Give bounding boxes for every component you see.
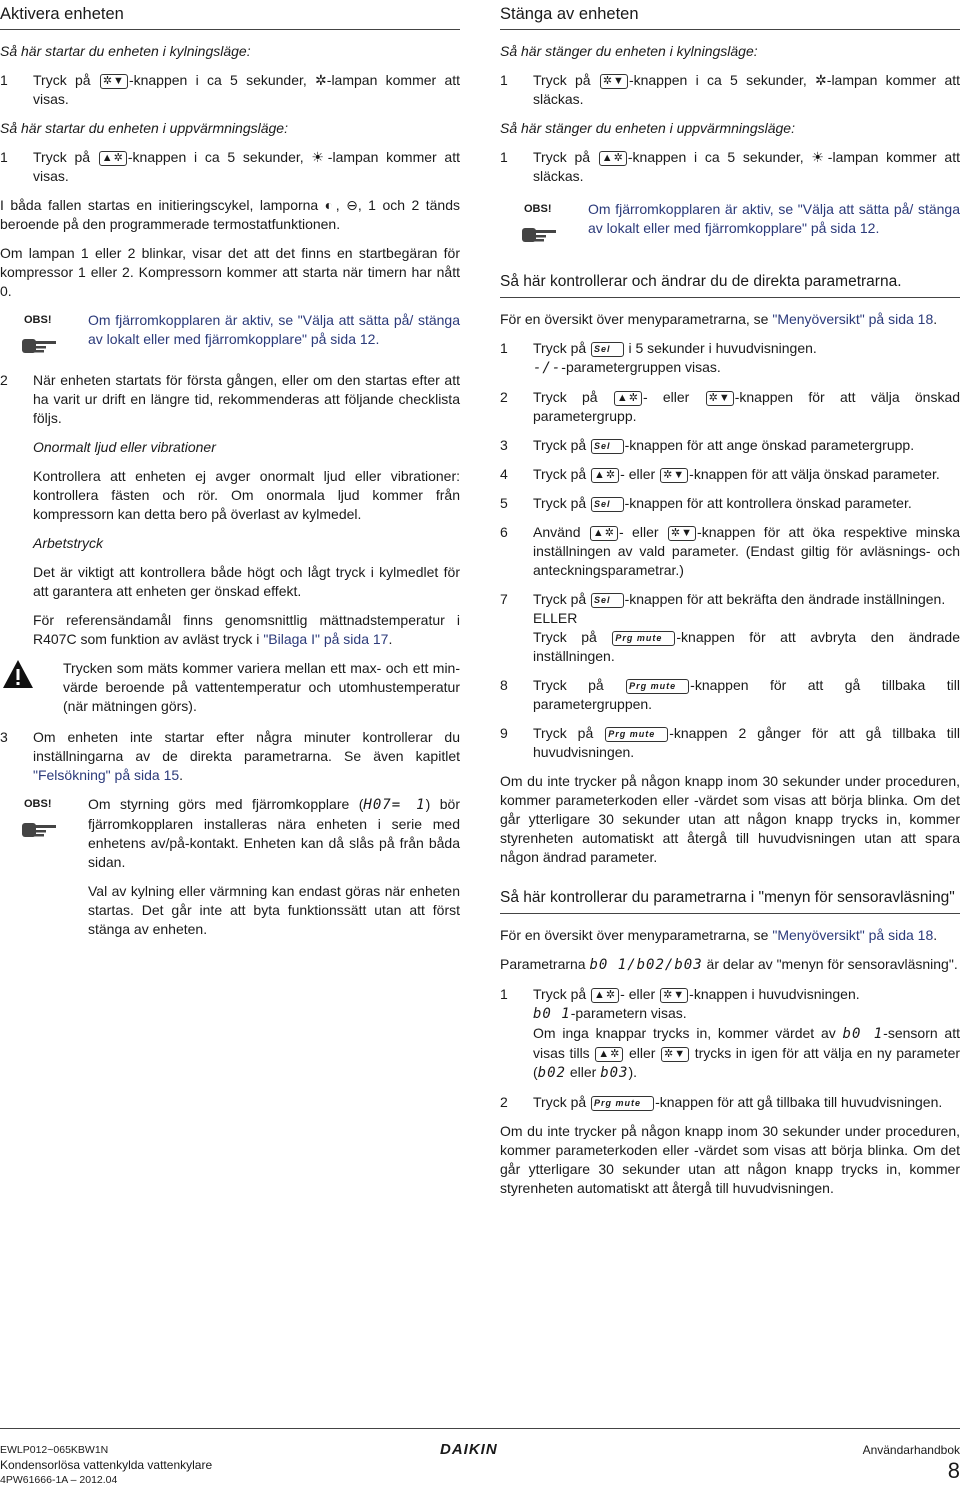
footer-model: EWLP012~065KBW1N bbox=[0, 1444, 109, 1456]
sensor-params: Parametrarna b0 1/b02/b03 är delar av "menyn för sensoravläsning". bbox=[500, 956, 958, 973]
daikin-logo: DAIKIN bbox=[440, 1441, 498, 1458]
direct-step-3: 3 Tryck på Sel -knappen för att ange önskad parametergrupp. bbox=[500, 437, 915, 453]
obs-text: Om fjärromkopplaren är aktiv, se "Välja att sätta på/ stänga av lokalt eller med fjärromkopplare" på sida 12. bbox=[88, 312, 460, 347]
sel-button-icon: Sel bbox=[591, 342, 624, 357]
footer-left bbox=[0, 1443, 212, 1488]
up-heat-button-icon: ▲✲ bbox=[599, 151, 627, 166]
menu-overview-link[interactable]: "Menyöversikt" på sida 18 bbox=[772, 311, 934, 327]
step-number: 1 bbox=[0, 72, 8, 88]
direct-step-2: 2 Tryck på ▲✲ - eller ✲▼ -knappen för att välja önskad parametergrupp. bbox=[500, 389, 960, 424]
obs-note-remote bbox=[500, 200, 960, 248]
down-button-icon: ✲▼ bbox=[660, 468, 688, 483]
direct-step-7: 7 Tryck på Sel -knappen för att bekräfta den ändrade inställningen. ELLER Tryck på Prg mute -knappen för att avbryta den ändrade inställningen. bbox=[500, 591, 960, 664]
obs-label: OBS! bbox=[524, 203, 552, 215]
footer-manual-name: Användarhandbok bbox=[862, 1443, 960, 1457]
direct-step-6: 6 Använd ▲✲ - eller ✲▼ -knappen för att öka respektive minska inställningen av vald parameter. (Endast giltig för avläsnings- och anteckningsparametrar.) bbox=[500, 524, 960, 578]
heat-start-step: 1 Tryck på ▲✲ -knappen i ca 5 sekunder, ☀-lampan kommer att visas. bbox=[0, 149, 460, 184]
sensor-step-2: 2 Tryck på Prg mute -knappen för att gå tillbaka till huvudvisningen. bbox=[500, 1094, 943, 1110]
left-column bbox=[0, 0, 460, 951]
up-button-icon: ▲✲ bbox=[590, 526, 618, 541]
down-button-icon: ✲▼ bbox=[668, 526, 696, 541]
direct-step-5: 5 Tryck på Sel -knappen för att kontrollera önskad parameter. bbox=[500, 495, 912, 511]
obs-label: OBS! bbox=[24, 314, 52, 326]
down-button-icon: ✲▼ bbox=[660, 988, 688, 1003]
prg-mute-button-icon: Prg mute bbox=[605, 727, 668, 742]
obs-note-remote-wiring: OBS! Om styrning görs med fjärromkopplare (H07= 1) bör fjärromkopplaren installeras nära enheten i serie med enhetens av/på-kontakt. Enheten kan då slås på från båda sidan. Val av kylning eller värmning kan endast göras när enheten startas. Det går inte att byta funktionssätt utan att först stänga av enheten. bbox=[0, 795, 460, 939]
obs-label: OBS! bbox=[24, 798, 52, 810]
direct-timeout-note: Om du inte trycker på någon knapp inom 30 sekunder under proceduren, kommer parameterkoden eller -värdet som visas att börja blinka. Om det går ytterligare 30 sekunder utan att någon knapp trycks in, kommer styrenheten automatiskt att återgå till huvudvisningen utan att spara någon ändrad parameter. bbox=[500, 773, 960, 865]
prg-mute-button-icon: Prg mute bbox=[626, 679, 689, 694]
cool-start-step: 1 Tryck på ✲▼ -knappen i ca 5 sekunder, ✲-lampan kommer att visas. bbox=[0, 72, 461, 107]
sel-button-icon: Sel bbox=[591, 497, 624, 512]
up-button-icon: ▲✲ bbox=[595, 1047, 623, 1062]
warning-icon bbox=[2, 659, 34, 694]
pointing-hand-icon bbox=[20, 817, 60, 844]
footer-doc-number: 4PW61666-1A – 2012.04 bbox=[0, 1474, 118, 1486]
down-button-icon: ✲▼ bbox=[706, 391, 734, 406]
right-column bbox=[500, 0, 960, 1208]
troubleshooting-link[interactable]: "Felsökning" på sida 15 bbox=[33, 767, 180, 783]
page-footer bbox=[0, 1428, 960, 1486]
init-cycle-paragraph: I båda fallen startas en initieringscykel, lamporna ◐, ⊖, 1 och 2 tänds beroende på den programmerade termostatfunktionen. bbox=[0, 197, 460, 232]
obs-text: Om fjärromkopplaren är aktiv, se "Välja att sätta på/ stänga av lokalt eller med fjärromkopplare" på sida 12. bbox=[588, 201, 960, 236]
step-number: 1 bbox=[0, 149, 8, 165]
param-group-code: -/- bbox=[533, 360, 562, 376]
up-button-icon: ▲✲ bbox=[591, 988, 619, 1003]
not-starting-step: 3 Om enheten inte startar efter några minuter kontrollerar du inställningarna av de direkta parametrarna. Se även kapitlet "Felsökning" på sida 15. bbox=[0, 729, 460, 783]
warning-note: Trycken som mäts kommer variera mellan ett max- och ett min-värde beroende på vattentemperatur och utomhustemperatur (när mätningen görs). bbox=[0, 659, 460, 716]
sensor-param-codes: b0 1/b02/b03 bbox=[589, 957, 703, 973]
obs-note-remote bbox=[0, 311, 460, 359]
appendix-link[interactable]: "Bilaga I" på sida 17 bbox=[263, 631, 389, 647]
cool-stop-subtitle: Så här stänger du enheten i kylningsläge: bbox=[500, 43, 758, 59]
cool-down-button-icon: ✲▼ bbox=[100, 74, 128, 89]
direct-step-1: 1 Tryck på Sel i 5 sekunder i huvudvisningen. -/--parametergruppen visas. bbox=[500, 340, 817, 376]
direct-step-8: 8 Tryck på Prg mute -knappen för att gå tillbaka till parametergruppen. bbox=[500, 677, 960, 712]
cool-down-button-icon: ✲▼ bbox=[600, 74, 628, 89]
footer-right bbox=[863, 1443, 960, 1484]
up-button-icon: ▲✲ bbox=[614, 391, 642, 406]
pointing-hand-icon bbox=[520, 222, 560, 249]
direct-intro: För en översikt över menyparametrarna, se "Menyöversikt" på sida 18. bbox=[500, 311, 938, 327]
page-number: 8 bbox=[947, 1458, 960, 1483]
blink-paragraph: Om lampan 1 eller 2 blinkar, visar det att det finns en startbegäran för kompressor 1 eller 2. Kompressorn kommer att starta när timern har nått 0. bbox=[0, 245, 460, 299]
down-button-icon: ✲▼ bbox=[661, 1047, 689, 1062]
section-title-deactivate: Stänga av enheten bbox=[500, 0, 960, 30]
first-start-step: 2 När enheten startats för första gången, eller om den startas efter att ha varit ur drift en längre tid, rekommenderas att följande checklista följs. bbox=[0, 372, 460, 426]
heat-stop-subtitle: Så här stänger du enheten i uppvärmningsläge: bbox=[500, 120, 795, 136]
pressure-text: Det är viktigt att kontrollera både högt och lågt tryck i kylmedlet för att garantera att enheten ger önskad effekt. bbox=[33, 564, 460, 599]
pressure-heading: Arbetstryck bbox=[33, 535, 104, 551]
up-heat-button-icon: ▲✲ bbox=[99, 151, 127, 166]
direct-step-9: 9 Tryck på Prg mute -knappen 2 gånger för att gå tillbaka till huvudvisningen. bbox=[500, 725, 960, 760]
prg-mute-button-icon: Prg mute bbox=[612, 631, 675, 646]
sel-button-icon: Sel bbox=[591, 593, 624, 608]
sensor-timeout-note: Om du inte trycker på någon knapp inom 30 sekunder under proceduren, kommer parameterkoden eller -värdet som visas att börja blinka. Om det går ytterligare 30 sekunder utan att någon knapp trycks in, kommer styrenheten automatiskt att återgå till huvudvisningen. bbox=[500, 1123, 960, 1196]
mode-switch-note: Val av kylning eller värmning kan endast göras när enheten startas. Det går inte att byta funktionssätt utan att först stänga av enheten. bbox=[88, 883, 460, 937]
prg-mute-button-icon: Prg mute bbox=[591, 1096, 654, 1111]
noise-text: Kontrollera att enheten ej avger onormalt ljud eller vibrationer: kontrollera fästen och rör. Om onormala ljud kommer från kompressorn kan detta bero på överlast av kylmedel. bbox=[33, 468, 460, 522]
cool-stop-step: 1 Tryck på ✲▼ -knappen i ca 5 sekunder, ✲-lampan kommer att släckas. bbox=[500, 72, 960, 107]
noise-heading: Onormalt ljud eller vibrationer bbox=[33, 439, 216, 455]
sel-button-icon: Sel bbox=[591, 439, 624, 454]
footer-product: Kondensorlösa vattenkylda vattenkylare bbox=[0, 1458, 213, 1472]
sensor-intro: För en översikt över menyparametrarna, se "Menyöversikt" på sida 18. bbox=[500, 927, 938, 943]
reference-paragraph: För referensändamål finns genomsnittlig mättnadstemperatur i R407C som funktion av avläst tryck i "Bilaga I" på sida 17. bbox=[33, 612, 460, 647]
menu-overview-link[interactable]: "Menyöversikt" på sida 18 bbox=[772, 927, 934, 943]
heat-stop-step: 1 Tryck på ▲✲ -knappen i ca 5 sekunder, ☀-lampan kommer att släckas. bbox=[500, 149, 960, 184]
remote-param-code: H07= 1 bbox=[363, 797, 426, 813]
section-title-direct-params: Så här kontrollerar och ändrar du de direkta parametrarna. bbox=[500, 268, 960, 298]
up-button-icon: ▲✲ bbox=[591, 468, 619, 483]
pointing-hand-icon bbox=[20, 333, 60, 360]
direct-step-4: 4 Tryck på ▲✲ - eller ✲▼ -knappen för att välja önskad parameter. bbox=[500, 466, 940, 482]
section-title-sensor-menu: Så här kontrollerar du parametrarna i "menyn för sensoravläsning" bbox=[500, 883, 960, 914]
sensor-step-1: 1 Tryck på ▲✲ - eller ✲▼ -knappen i huvudvisningen. b0 1-parametern visas. Om inga knappar trycks in, kommer värdet av b0 1-sensorn att visas tills ▲✲ eller ✲▼ trycks in igen för att välja en ny parameter (b02 eller b03). bbox=[500, 986, 960, 1081]
heat-start-subtitle: Så här startar du enheten i uppvärmningsläge: bbox=[0, 120, 288, 136]
cool-start-subtitle: Så här startar du enheten i kylningsläge: bbox=[0, 43, 251, 59]
section-title-activate: Aktivera enheten bbox=[0, 0, 460, 30]
